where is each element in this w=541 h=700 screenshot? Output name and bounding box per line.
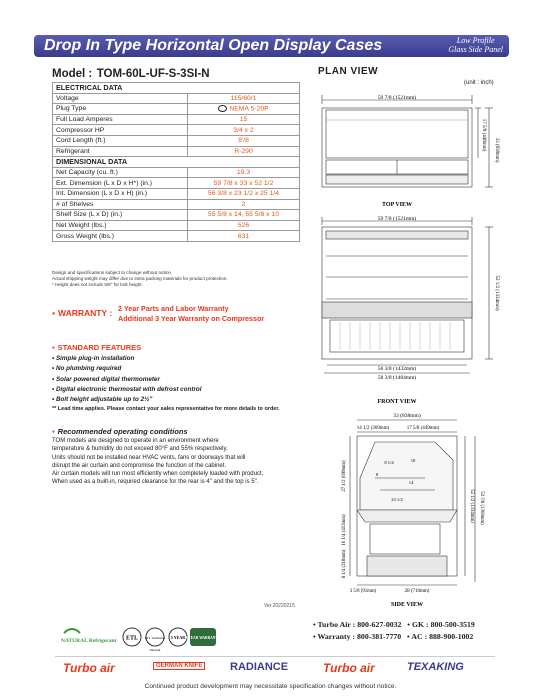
front-base-dim: 58 3/8 (1484mm): [377, 375, 417, 381]
top-view-drawing: [322, 95, 493, 187]
feature-text: Simple plug-in installation: [55, 355, 135, 362]
top-view-label: TOP VIEW: [382, 202, 412, 208]
side-inner-dim: 8: [375, 472, 379, 477]
brand-german-knife-logo: GERMAN KNIFE: [153, 662, 205, 670]
brand-radiance-logo: RADIANCE: [230, 661, 289, 673]
top-depth-dim: 33 (838mm): [494, 137, 499, 163]
side-top-a-dim: 14 1/2 (369mm): [356, 426, 390, 431]
side-inner-dim: 10: [410, 458, 416, 463]
spec-label: Compressor HP: [53, 125, 188, 136]
brand-texaking-logo: TEXAKING: [407, 661, 464, 673]
feature-text: Bolt height adjustable up to 2½": [55, 396, 153, 404]
warranty-line-1: 2 Year Parts and Labor Warranty: [118, 304, 229, 313]
spec-row: [53, 210, 300, 221]
electrical-heading-row: [53, 83, 300, 94]
side-inner-dim: 14: [408, 480, 414, 485]
subtitle-line-1: Low Profile: [456, 36, 495, 45]
front-width-dim: 59 7/8 (1521mm): [377, 216, 417, 222]
spec-label: Gross Weight (lbs.): [53, 231, 188, 242]
recommended-line: disrupt the air curtain and compromise the function of the cabinet.: [52, 462, 227, 469]
spec-label: Net Weight (lbs.): [53, 220, 188, 231]
feature-item: • Solar powered digital thermometer: [52, 375, 160, 383]
spec-row: [53, 178, 300, 189]
contact-phone: 800-500-3519: [430, 620, 475, 629]
plug-icon: [218, 105, 227, 112]
side-base-a-dim: 3 5/8 (91mm): [349, 589, 377, 594]
spec-row: [53, 231, 300, 242]
spec-row: [53, 93, 300, 104]
side-h2-dim: 16 1/4 (413mm): [342, 514, 347, 546]
spec-value: 56 3/8 x 23 1/2 x 25 1/4: [188, 188, 300, 199]
warranty-label: [52, 308, 112, 318]
contact-phone: 888-900-1002: [429, 632, 474, 641]
front-height-dim: 52 1/2 (1334mm): [494, 275, 499, 311]
spec-value: 55 5/8 x 14, 55 5/8 x 10: [188, 210, 300, 221]
side-top-b-dim: 17 5/8 (449mm): [406, 426, 440, 431]
spec-value: 3/4 x 2: [188, 125, 300, 136]
spec-notes: [52, 270, 302, 288]
spec-row: [53, 146, 300, 157]
plug-type-value: NEMA 5-20P: [229, 105, 269, 113]
front-inner-dim: 56 3/8 (1432mm): [377, 366, 417, 372]
spec-value: 9'/8: [188, 135, 300, 146]
spec-value: R-290: [188, 146, 300, 157]
feature-text: No plumbing required: [55, 365, 122, 373]
warranty-badge-logo: [186, 628, 221, 646]
recommended-line: When used as a built-in, required clearance for the rear is 4" and the top is 5".: [52, 479, 259, 486]
spec-row: [53, 114, 300, 125]
spec-label: Cord Length (ft.): [53, 135, 188, 146]
features-title-text: STANDARD FEATURES: [57, 343, 142, 352]
contact-row-1: • Turbo Air : 800-627-0032 • GK : 800-500-3519: [313, 620, 475, 629]
spec-row: [53, 188, 300, 199]
front-view-label: FRONT VIEW: [377, 399, 417, 405]
spec-value: 19.3: [188, 167, 300, 178]
contact-label: Warranty :: [317, 632, 356, 641]
model-number: TOM-60L-UF-S-3SI-N: [96, 68, 210, 80]
top-depth-inner-dim: 17 5/8 (448mm): [481, 118, 486, 152]
bullet-square-icon: ▪: [52, 308, 56, 318]
unit-label: (unit : inch): [464, 80, 494, 86]
bullet-square-icon: ▪: [52, 427, 55, 436]
features-title: [52, 343, 307, 352]
spec-value: 526: [188, 220, 300, 231]
side-view-drawing: [350, 420, 475, 585]
side-base-b-dim: 28 (710mm): [404, 589, 430, 594]
subtitle-line-2: Glass Side Panel: [448, 45, 503, 54]
spec-value: 115/60/1: [188, 93, 300, 104]
footer-disclaimer: Continued product development may necessitate specification changes without notice.: [144, 683, 397, 690]
warranty-label-text: WARRANTY :: [58, 308, 113, 318]
spec-value-plug: [188, 104, 300, 115]
front-view-drawing: [322, 217, 493, 373]
etl-text: ETL: [125, 635, 139, 642]
recommended-line: Air curtain models will run most efficiently when completely loaded with product.: [52, 471, 264, 478]
contact-label: GK :: [411, 620, 429, 629]
side-h3-dim: 8 1/4 (210mm): [342, 549, 347, 579]
spec-row: [53, 104, 300, 115]
contact-block: [313, 619, 523, 643]
side-inner-dim: 8 1/4: [384, 460, 394, 465]
recommended-title-text: Recommended operating conditions: [57, 427, 188, 436]
intertek-text: Intertek: [149, 648, 161, 652]
standard-features: [52, 343, 307, 412]
spec-value: 59 7/8 x 33 x 52 1/2: [188, 178, 300, 189]
banner-subtitle: [448, 36, 503, 54]
brand-turbo-air-logo-2: Turbo air: [323, 661, 375, 675]
side-total-h-dim: 52 1/2 (1334mm): [469, 489, 474, 523]
spec-row: [53, 125, 300, 136]
contact-phone: 800-627-0032: [357, 620, 402, 629]
five-year-text: 5 YEAR: [170, 635, 186, 640]
side-view-label: SIDE VIEW: [390, 602, 424, 608]
spec-value: 631: [188, 231, 300, 242]
etl-logo: [123, 628, 141, 646]
contact-row-2: • Warranty : 800-381-7770 • AC : 888-900-1002: [313, 632, 474, 641]
header-banner: [34, 35, 509, 57]
feature-item: • No plumbing required: [52, 365, 122, 373]
side-depth-dim: 33 (838mm): [393, 413, 421, 419]
spec-row: [53, 135, 300, 146]
side-total-h2-dim: 53 7/8 (1368mm): [479, 491, 484, 525]
feature-text: Solar powered digital thermometer: [55, 375, 160, 383]
dimensional-heading: DIMENSIONAL DATA: [53, 157, 300, 168]
spec-row: [53, 220, 300, 231]
recommended-line: TOM models are designed to operate in an environment where: [52, 438, 219, 444]
spec-row: [53, 167, 300, 178]
note-line: * Height does not include 5/8" for bolt height.: [52, 282, 143, 287]
feature-item: • Simple plug-in installation: [52, 355, 135, 362]
brand-turbo-air-logo: Turbo air: [63, 661, 115, 675]
page-title: Drop In Type Horizontal Open Display Cases: [44, 37, 383, 54]
spec-label: Plug Type: [53, 104, 188, 115]
spec-label: Int. Dimension (L x D x H) (in.): [53, 188, 188, 199]
five-year-logo: [169, 628, 187, 646]
brand-logos: [55, 656, 495, 676]
recommended-conditions: [52, 427, 302, 487]
note-line: Actual shipping weight may differ due to extra packing materials for product protection.: [52, 276, 228, 281]
etl-sanitation-text: ETL Sanitation: [144, 636, 166, 640]
contact-label: AC :: [411, 632, 428, 641]
spec-value: 2: [188, 199, 300, 210]
spec-value: 15: [188, 114, 300, 125]
dimensional-heading-row: [53, 157, 300, 168]
recommended-body: [52, 437, 302, 487]
plan-view-title: PLAN VIEW: [318, 66, 379, 77]
spec-label: Refrigerant: [53, 146, 188, 157]
warranty-badge-text: 5 YEAR WARRANTY: [185, 636, 221, 640]
recommended-line: Units should not be installed near HVAC vents, fans or doorways that will: [52, 454, 246, 461]
spec-label: # of Shelves: [53, 199, 188, 210]
model-label: Model :: [52, 68, 93, 80]
natural-refrigerant-logo: [61, 629, 117, 644]
bullet-square-icon: ▪: [52, 343, 55, 352]
side-inner-dim: 23 1/2: [391, 497, 403, 502]
spec-row: [53, 199, 300, 210]
spec-label: Full Load Amperes: [53, 114, 188, 125]
version-label: Ver.20220215: [264, 603, 295, 609]
spec-label: Shelf Size (L x D) (in.): [53, 210, 188, 221]
certification-logos: [60, 625, 305, 653]
etl-sanitation-logo: [145, 628, 166, 652]
features-list: [52, 354, 307, 405]
contact-phone: 800-381-7770: [357, 632, 402, 641]
contact-label: Turbo Air :: [317, 620, 356, 629]
recommended-line: temperature & humidity do not exceed 80°F and 55% respectively.: [52, 446, 228, 453]
electrical-heading: ELECTRICAL DATA: [53, 83, 300, 94]
plan-drawings: [305, 80, 530, 620]
spec-label: Net Capacity (cu. ft.): [53, 167, 188, 178]
side-h1-dim: 27 1/2 (699mm): [342, 460, 347, 492]
spec-table: [52, 82, 300, 242]
natural-refrigerant-text: NATURAL Refrigerant: [61, 638, 117, 644]
feature-text: Digital electronic thermostat with defrost control: [55, 385, 202, 393]
recommended-title: [52, 427, 302, 436]
spec-label: Voltage: [53, 93, 188, 104]
feature-item: • Digital electronic thermostat with defrost control: [52, 385, 202, 393]
top-width-dim: 59 7/8 (1521mm): [377, 95, 417, 101]
warranty-line-2: Additional 3 Year Warranty on Compressor: [118, 314, 265, 323]
lead-time-note: ** Lead time applies. Please contact your sales representative for more details to order.: [52, 406, 280, 413]
spec-label: Ext. Dimension (L x D x H*) (in.): [53, 178, 188, 189]
note-line: Design and specifications subject to change without notice.: [52, 270, 173, 275]
feature-item: • Bolt height adjustable up to 2½": [52, 396, 153, 404]
